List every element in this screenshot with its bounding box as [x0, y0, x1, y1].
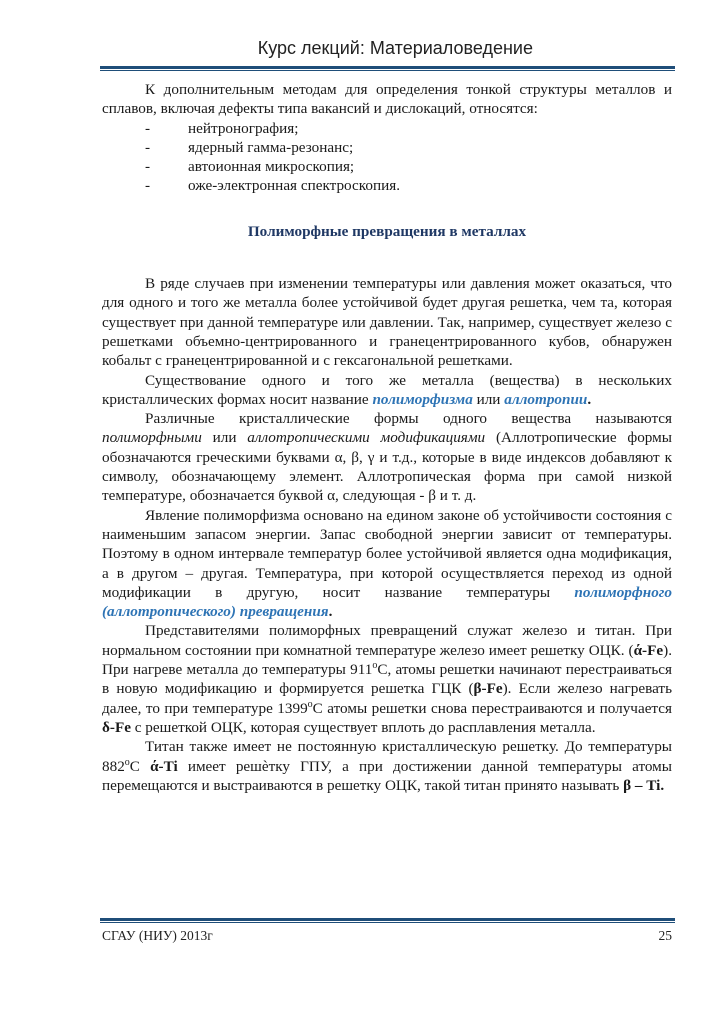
intro-paragraph: К дополнительным методам для определения тонкой структуры металлов и сплавов, включая дефекты типа вакансий и дислокаций, относятся:	[102, 81, 672, 118]
alpha-titanium: ά-Ti	[150, 757, 178, 775]
methods-list	[102, 119, 672, 196]
degree-sign: о	[124, 756, 130, 768]
paragraph-5: Представителями полиморфных превращений служат железо и титан. При нормальном состоянии при комнатной температуре железо имеет решетку ОЦК. (ά-Fe). При нагреве металла до температуры $911^оС$, атомы решетки начинают перестраиваться в новую модификацию и формируется решетка ГЦК (β-Fe). Если железо нагревать далее, то при температуре $1399^оС$ атомы решетки снова перестраиваются и получается δ-Fe с решеткой ОЦК, которая существует вплоть до расплавления металла.	[102, 622, 673, 736]
header-rule-thin	[100, 70, 675, 71]
paragraph-3: Различные кристаллические формы одного вещества называются полиморфными или аллотропическими модификациями (Аллотропические формы обозначаются греческими буквами α, β, γ и т.д., которые в виде индексов добавляют к символу, обозначающему элемент. Аллотропическая форма при самой низкой температуре, обозначается буквой α, следующая - β и т. д.	[102, 410, 672, 505]
beta-titanium: β – Ti	[623, 776, 661, 794]
term-allotropic-modifications: аллотропическими модификациями	[247, 429, 486, 447]
section-heading: Полиморфные превращения в металлах	[247, 222, 527, 240]
header-rule	[100, 66, 675, 69]
term-polymorphic-transformation: полиморфного (аллотропического) превращения	[102, 583, 672, 621]
paragraph-1: В ряде случаев при изменении температуры или давления может оказаться, что для одного и того же металла более устойчивой будет другая решетка, чем та, которая существует при данной температуре или давлении. Так, например, существует железо с решетками объемно-центрированного и гранецентрированного кубов, обнаружен кобальт с гранецентрированной и с гексагональной решетками.	[102, 275, 672, 370]
degree-sign: о	[372, 659, 378, 671]
page-header-title: Курс лекций: Материаловедение	[257, 38, 533, 58]
alpha-iron: ά-Fe	[633, 641, 664, 659]
list-item: - ядерный гамма-резонанс;	[145, 138, 354, 156]
list-marker: -	[145, 177, 151, 195]
delta-iron: δ-Fe	[102, 718, 131, 736]
footer-rule-thin	[100, 922, 675, 923]
page-number: 25	[658, 928, 672, 943]
footer-rule	[100, 918, 675, 921]
beta-iron: β-Fe	[473, 680, 503, 698]
list-item: - нейтронография;	[145, 119, 299, 137]
term-polymorphism: полиморфизма	[372, 390, 473, 408]
footer-institution: СГАУ (НИУ) 2013г	[102, 928, 213, 943]
paragraph-6: Титан также имеет не постоянную кристаллическую решетку. До температуры $882^оС$ ά-Ti имеет решѐтку ГПУ, а при достижении данной температуры атомы перемещаются и выстраиваются в решетку ОЦК, такой титан принято называть β – Ti.	[102, 738, 672, 794]
paragraph-4: Явление полиморфизма основано на едином законе об устойчивости состояния с наименьшим запасом энергии. Запас свободной энергии зависит от температуры. Поэтому в одном интервале температур более устойчивой является одна модификация, а в другом – другая. Температура, при которой осуществляется переход из одной модификации в другую, носит название температуры полиморфного (аллотропического) превращения.	[102, 506, 672, 621]
list-item: - автоионная микроскопия;	[145, 158, 355, 176]
page-content	[102, 80, 672, 795]
list-marker: -	[145, 119, 151, 137]
paragraph-2: Существование одного и того же металла (вещества) в нескольких кристаллических формах носит название полиморфизма или аллотропии.	[102, 371, 672, 408]
degree-sign: о	[307, 698, 313, 710]
list-marker: -	[145, 158, 151, 176]
list-marker: -	[145, 138, 151, 156]
term-polymorphic: полиморфными	[102, 429, 202, 447]
term-allotropy: аллотропии	[504, 390, 588, 408]
list-item: - оже-электронная спектроскопия.	[145, 177, 400, 195]
